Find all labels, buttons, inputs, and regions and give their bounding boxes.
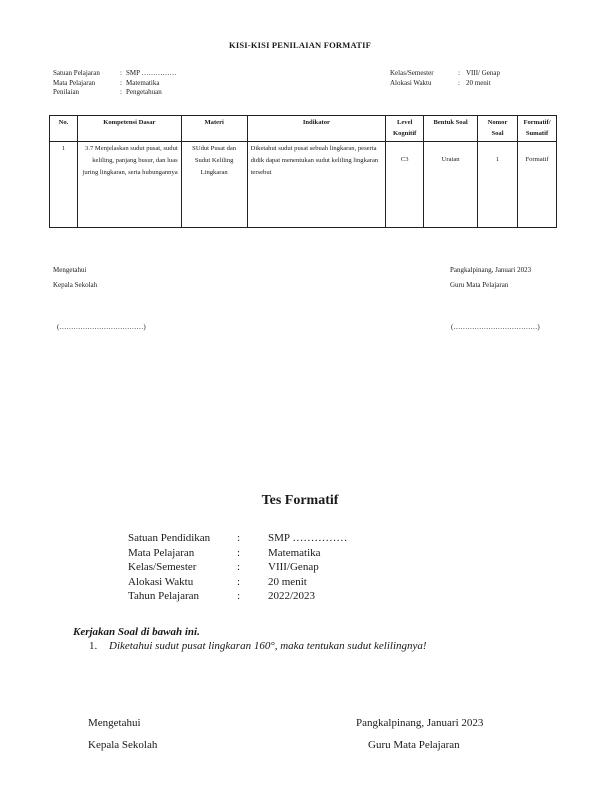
signature-label: Mengetahui [88,717,141,729]
cell-formatif: Formatif [517,142,556,228]
header-formatif-sumatif: Formatif/ Sumatif [517,116,556,142]
test-meta-row [128,546,347,561]
instruction-text: Kerjakan Soal di bawah ini. [73,626,200,638]
cell-materi: SUdut Pusat dan Sudut Keliling Lingkaran [181,142,247,228]
test-meta-row [128,531,347,546]
question-text: Diketahui sudut pusat lingkaran 160°, maka tentukan sudut kelilingnya! [109,640,427,652]
meta-value: 20 menit [466,78,491,87]
signature-right-big [356,712,483,756]
meta-value: Matematika [126,78,160,87]
meta-left [53,69,177,98]
signature-right-small [450,263,531,293]
signature-role: Kepala Sekolah [88,739,158,751]
question-item [89,640,427,652]
meta-row [390,79,500,89]
meta-label: Satuan Pelajaran [53,69,100,77]
meta-colon: : [237,590,241,602]
meta-colon: : [237,532,241,544]
test-meta-row [128,560,347,575]
meta-colon: : [237,561,241,573]
meta-label: Satuan Pendidikan [128,532,211,544]
meta-colon: : [120,69,122,77]
meta-label: Alokasi Waktu [128,575,194,588]
cell-kompetensi-dasar: 3.7 Menjelaskan sudut pusat, sudut keliling, panjang busur, dan luas juring lingkaran, serta hubungannya [77,142,181,228]
signature-place-date: Pangkalpinang, Januari 2023 [450,266,532,274]
table-row [50,142,557,228]
signature-line-right: (………………………………) [451,323,540,331]
meta-row [53,79,177,89]
meta-row [390,69,500,79]
meta-value: 20 menit [268,575,307,588]
signature-line-left: (………………………………) [57,323,146,331]
meta-label: Alokasi Waktu [390,78,432,87]
signature-label: Mengetahui [53,266,87,274]
cell-level-kognitif: C3 [386,142,424,228]
signature-role: Guru Mata Pelajaran [450,281,509,289]
cell-nomor-soal: 1 [478,142,518,228]
meta-colon: : [237,575,241,588]
meta-value: VIII/ Genap [466,69,501,77]
cell-indikator: Diketahui sudut pusat sebuah lingkaran, peserta didik dapat menentukan sudut keliling lingkaran tersebut [247,142,386,228]
meta-value: VIII/Genap [268,561,319,573]
meta-label: Penilaian [53,88,80,96]
header-level-kognitif: Level Kognitif [386,116,424,142]
test-meta-row [128,575,347,590]
meta-label: Mata Pelajaran [128,546,195,559]
question-number: 1. [89,640,98,652]
meta-right [390,69,500,88]
meta-colon: : [458,69,460,77]
meta-label: Kelas/Semester [128,561,197,573]
meta-label: Mata Pelajaran [53,78,96,87]
table-header-row [50,116,557,142]
meta-value: Pengetahuan [126,88,162,96]
header-kompetensi-dasar: Kompetensi Dasar [77,116,181,142]
meta-row [53,69,177,79]
cell-bentuk-soal: Uraian [424,142,478,228]
test-title: Tes Formatif [261,493,339,508]
meta-value: SMP …………… [268,532,348,544]
signature-role: Guru Mata Pelajaran [368,739,460,751]
meta-colon: : [120,88,122,96]
signature-left-big [88,712,157,756]
header-indikator: Indikator [247,116,386,142]
meta-value: 2022/2023 [268,590,316,602]
header-nomor-soal: Nomor Soal [478,116,518,142]
cell-no: 1 [50,142,78,228]
meta-row [53,88,177,98]
test-meta-row [128,589,347,604]
meta-colon: : [237,546,241,559]
header-no: No. [50,116,78,142]
meta-value: SMP …………… [126,69,177,77]
signature-role: Kepala Sekolah [53,281,98,289]
signature-place-date: Pangkalpinang, Januari 2023 [356,717,484,729]
meta-label: Tahun Pelajaran [128,590,200,602]
meta-label: Kelas/Semester [390,69,434,77]
header-bentuk-soal: Bentuk Soal [424,116,478,142]
test-meta [128,531,347,604]
meta-colon: : [120,78,122,87]
signature-left-small [53,263,97,293]
header-materi: Materi [181,116,247,142]
document-title: KISI-KISI PENILAIAN FORMATIF [229,40,371,50]
meta-colon: : [458,78,460,87]
kisi-kisi-table [49,115,557,228]
meta-value: Matematika [268,546,321,559]
